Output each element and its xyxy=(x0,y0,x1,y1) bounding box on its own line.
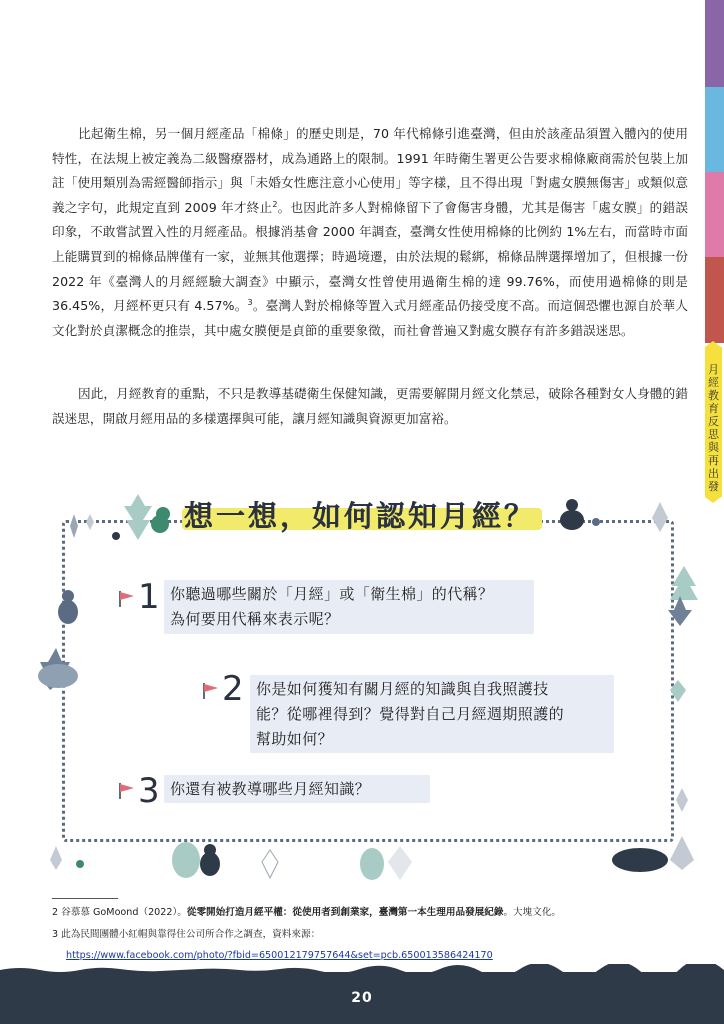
footnote-divider xyxy=(52,898,118,899)
footnote-3-link-row xyxy=(66,949,493,963)
question-3-box xyxy=(164,775,430,803)
question-2-line-1: 你是如何獲知有關月經的知識與自我照護技 xyxy=(256,680,549,698)
side-char: 再 xyxy=(708,454,719,467)
footnote-2 xyxy=(52,906,561,920)
side-char: 思 xyxy=(708,428,719,441)
question-1-box xyxy=(164,580,534,634)
flag-icon xyxy=(118,782,136,800)
footnote-ref-3: 3 xyxy=(247,297,253,307)
side-char: 經 xyxy=(708,376,719,389)
footnote-3-link[interactable]: https://www.facebook.com/photo/?fbid=650012179757644&set=pcb.650013586424170 xyxy=(66,950,493,961)
flag-icon xyxy=(118,590,136,608)
question-1-line-1: 你聽過哪些關於「月經」或「衛生棉」的代稱？ xyxy=(170,585,494,603)
side-char: 教 xyxy=(708,389,719,402)
flag-icon xyxy=(202,682,220,700)
question-number-2: 2 xyxy=(222,669,244,709)
paragraph-1-part-2: 。也因此許多人對棉條留下了會傷害身體，尤其是傷害「處女膜」的錯誤印象，不敢嘗試置入性的月經產品。根據消基會 2000 年調查，臺灣女性使用棉條的比例約 1%左右，而當時市面上能購買到的棉條品牌僅有一家，並無其他選擇；時過境遷，由於法規的鬆綁，棉條品牌選擇增加了，但根據一份 2022 年《臺灣人的月經經驗大調查》中顯示，臺灣女性曾使用過衛生棉的達 99.76%，而使用過棉條的則是 36.45%，月經杯更只有 4.57%。 xyxy=(52,199,688,314)
question-2-line-2: 能？從哪裡得到？覺得對自己月經週期照護的 xyxy=(256,705,565,723)
paragraph-1-part-3: 。臺灣人對於棉條等置入式月經產品仍接受度不高。而這個恐懼也源自於華人文化對於貞潔概念的推崇，其中處女膜便是貞節的重要象徵，而社會普遍又對處女膜存有許多錯誤迷思。 xyxy=(52,298,689,338)
bush-icon xyxy=(38,590,78,690)
question-number-3: 3 xyxy=(138,771,160,811)
page-number: 20 xyxy=(351,990,373,1006)
side-char: 發 xyxy=(708,480,719,493)
side-char: 月 xyxy=(708,363,719,376)
footnote-2-suffix: 。大塊文化。 xyxy=(503,907,562,918)
question-2-box xyxy=(250,675,614,753)
ground-decoration xyxy=(50,836,694,880)
side-char: 與 xyxy=(708,441,719,454)
footnote-ref-2: 2 xyxy=(272,199,278,209)
side-char: 育 xyxy=(708,402,719,415)
tree-icon xyxy=(668,566,698,812)
footnote-2-prefix: 2 谷慕慕 GoMoond（2022）。 xyxy=(52,907,187,918)
body-paragraph-2: 因此，月經教育的重點，不只是教導基礎衛生保健知識，更需要解開月經文化禁忌，破除各種對女人身體的錯誤迷思，開啟月經用品的多樣選擇與可能，讓月經知識與資源更加富裕。 xyxy=(52,386,688,426)
question-2-line-3: 幫助如何？ xyxy=(256,730,334,748)
footnote-2-book-title: 從零開始打造月經平權：從使用者到創業家，臺灣第一本生理用品發展紀錄 xyxy=(186,907,504,918)
question-1-line-2: 為何要用代稱來表示呢？ xyxy=(170,610,340,628)
question-number-1: 1 xyxy=(138,577,160,617)
side-char: 反 xyxy=(708,415,719,428)
paragraph-1-part-1: 比起衛生棉，另一個月經產品「棉條」的歷史則是，70 年代棉條引進臺灣，但由於該產品須置入體內的使用特性，在法規上被定義為二級醫療器材，成為通路上的限制。1991 年時衛生署更公告要求棉條廠商需於包裝上加註「使用類別為需經醫師指示」與「未婚女性應注意小心使用」等字樣，且不得出現「對處女膜無傷害」或類似意義之字句，此規定直到 2009 年才終止 xyxy=(52,126,688,215)
footnote-3: 3 此為民間團體小紅帽與靠得住公司所合作之調查，資料來源： xyxy=(52,929,321,940)
question-3-line-1: 你還有被教導哪些月經知識？ xyxy=(170,780,371,798)
rock-icon xyxy=(560,499,668,532)
activity-title: 想一想，如何認知月經？ xyxy=(183,499,536,533)
side-char: 出 xyxy=(708,467,719,480)
